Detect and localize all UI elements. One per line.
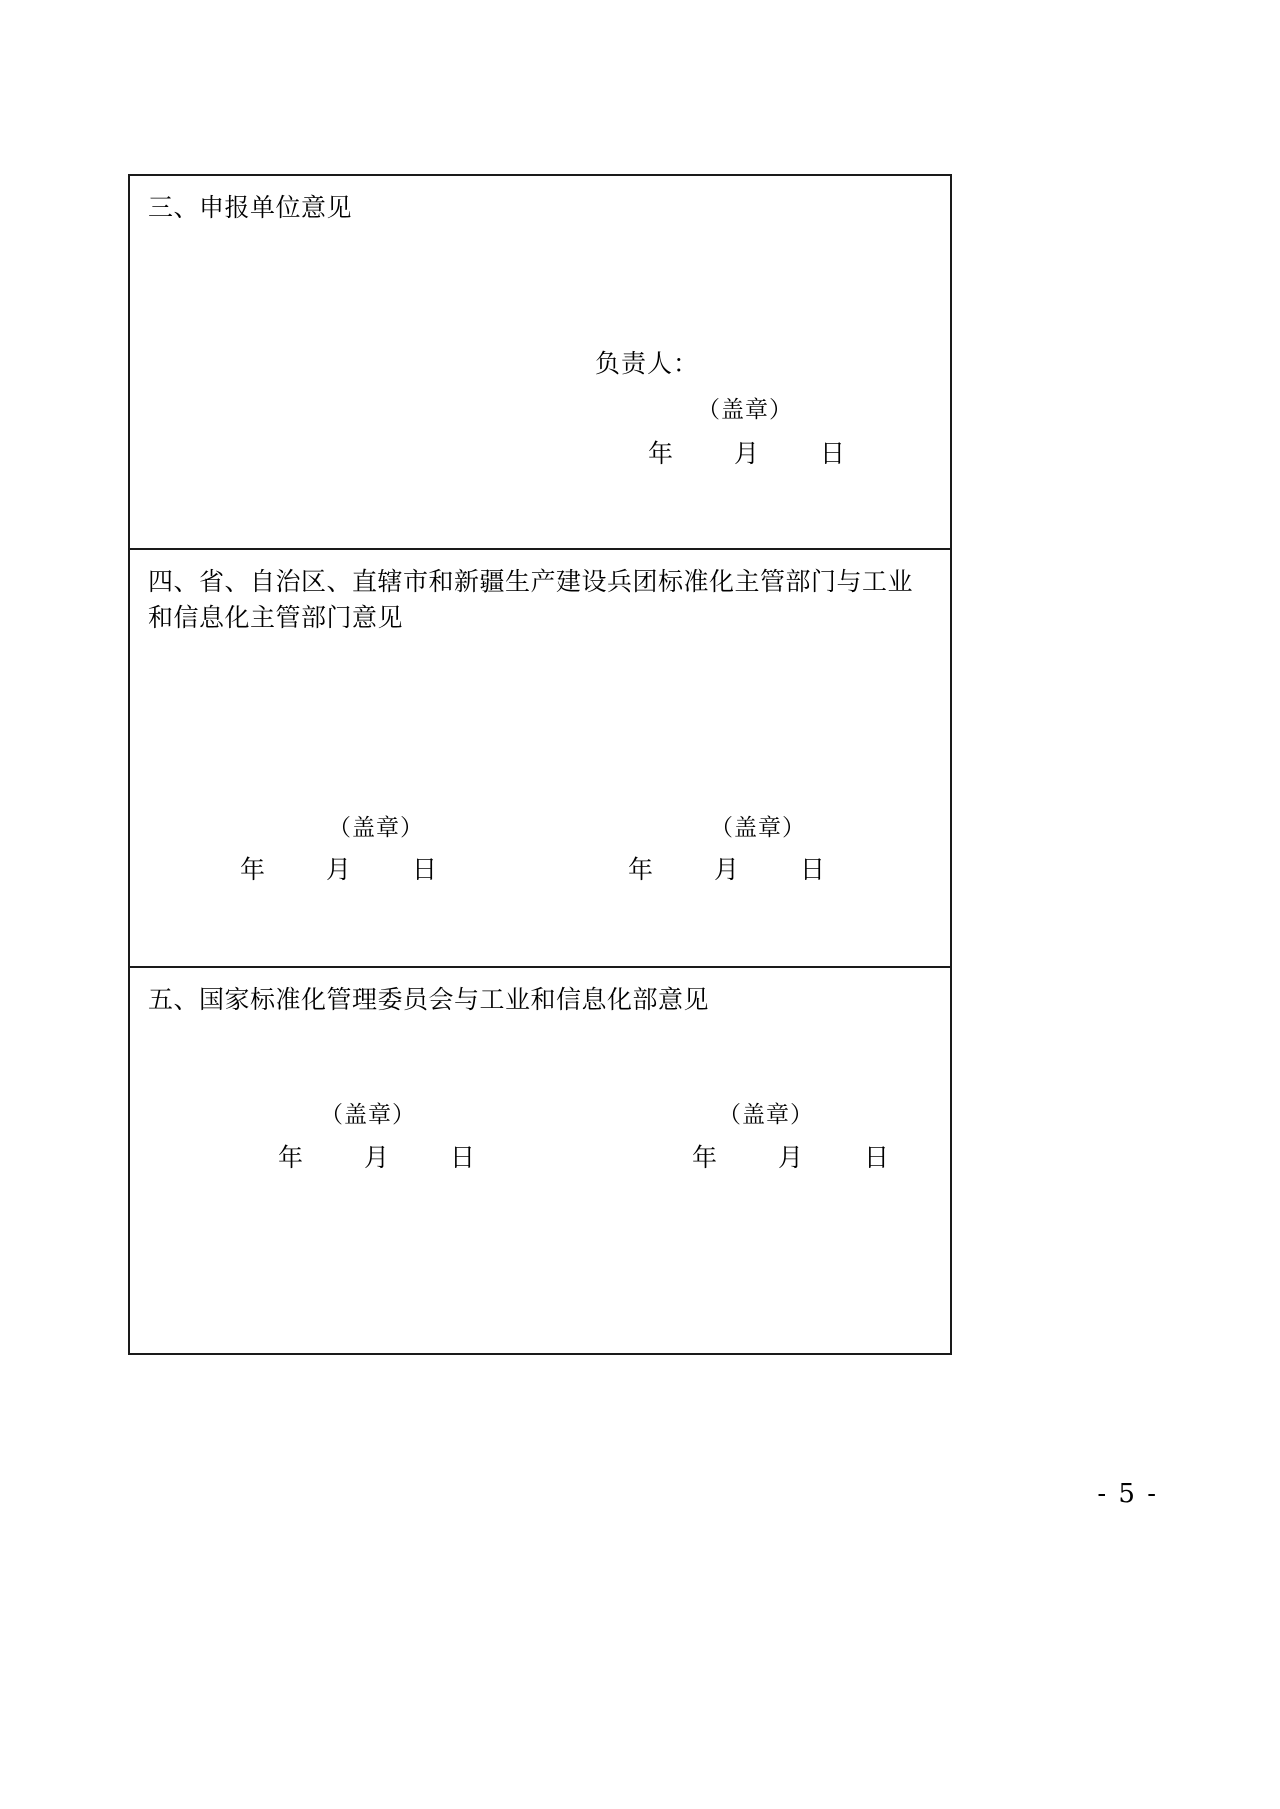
- section-4-body[interactable]: [130, 637, 950, 957]
- section-4-seal-left: （盖章）: [328, 814, 424, 841]
- section-5-date-line-left: [278, 1138, 476, 1174]
- section-5-body[interactable]: [130, 1018, 950, 1348]
- section-national-authority-opinion: [130, 968, 950, 1353]
- section-5-title: 五、国家标准化管理委员会与工业和信息化部意见: [148, 985, 710, 1014]
- section-4-seal-right: （盖章）: [710, 814, 806, 841]
- section-3-owner-label: 负责人：: [595, 349, 700, 379]
- section-provincial-authority-opinion: [130, 550, 950, 968]
- section-applicant-opinion: [130, 176, 950, 550]
- section-5-date-right-day: 日: [864, 1143, 891, 1173]
- section-4-date-left-month: 月: [326, 854, 353, 884]
- page-number: - 5 -: [1097, 1479, 1158, 1509]
- section-4-date-left-day: 日: [412, 854, 439, 884]
- section-5-seal-left: （盖章）: [320, 1102, 416, 1129]
- section-3-date-month: 月: [734, 439, 761, 469]
- section-5-seal-right: （盖章）: [718, 1102, 814, 1129]
- section-3-body[interactable]: [130, 226, 950, 526]
- section-3-seal-label: （盖章）: [697, 397, 793, 424]
- section-4-date-left-year: 年: [240, 854, 267, 884]
- section-5-date-left-year: 年: [278, 1143, 305, 1173]
- section-4-date-line-left: [240, 850, 438, 886]
- section-5-date-right-month: 月: [778, 1143, 805, 1173]
- section-4-title: 四、省、自治区、直辖市和新疆生产建设兵团标准化主管部门与工业和信息化主管部门意见: [148, 567, 914, 633]
- section-3-date-line: [648, 434, 846, 470]
- section-4-date-right-day: 日: [800, 854, 827, 884]
- section-3-date-year: 年: [648, 439, 675, 469]
- section-4-date-line-right: [628, 850, 826, 886]
- section-5-date-line-right: [692, 1138, 890, 1174]
- opinions-form-table: [128, 174, 952, 1355]
- section-4-date-right-year: 年: [628, 854, 655, 884]
- section-5-date-left-month: 月: [364, 1143, 391, 1173]
- section-3-date-day: 日: [820, 439, 847, 469]
- section-5-date-left-day: 日: [450, 1143, 477, 1173]
- section-3-title: 三、申报单位意见: [148, 193, 353, 222]
- section-4-date-right-month: 月: [714, 854, 741, 884]
- section-5-date-right-year: 年: [692, 1143, 719, 1173]
